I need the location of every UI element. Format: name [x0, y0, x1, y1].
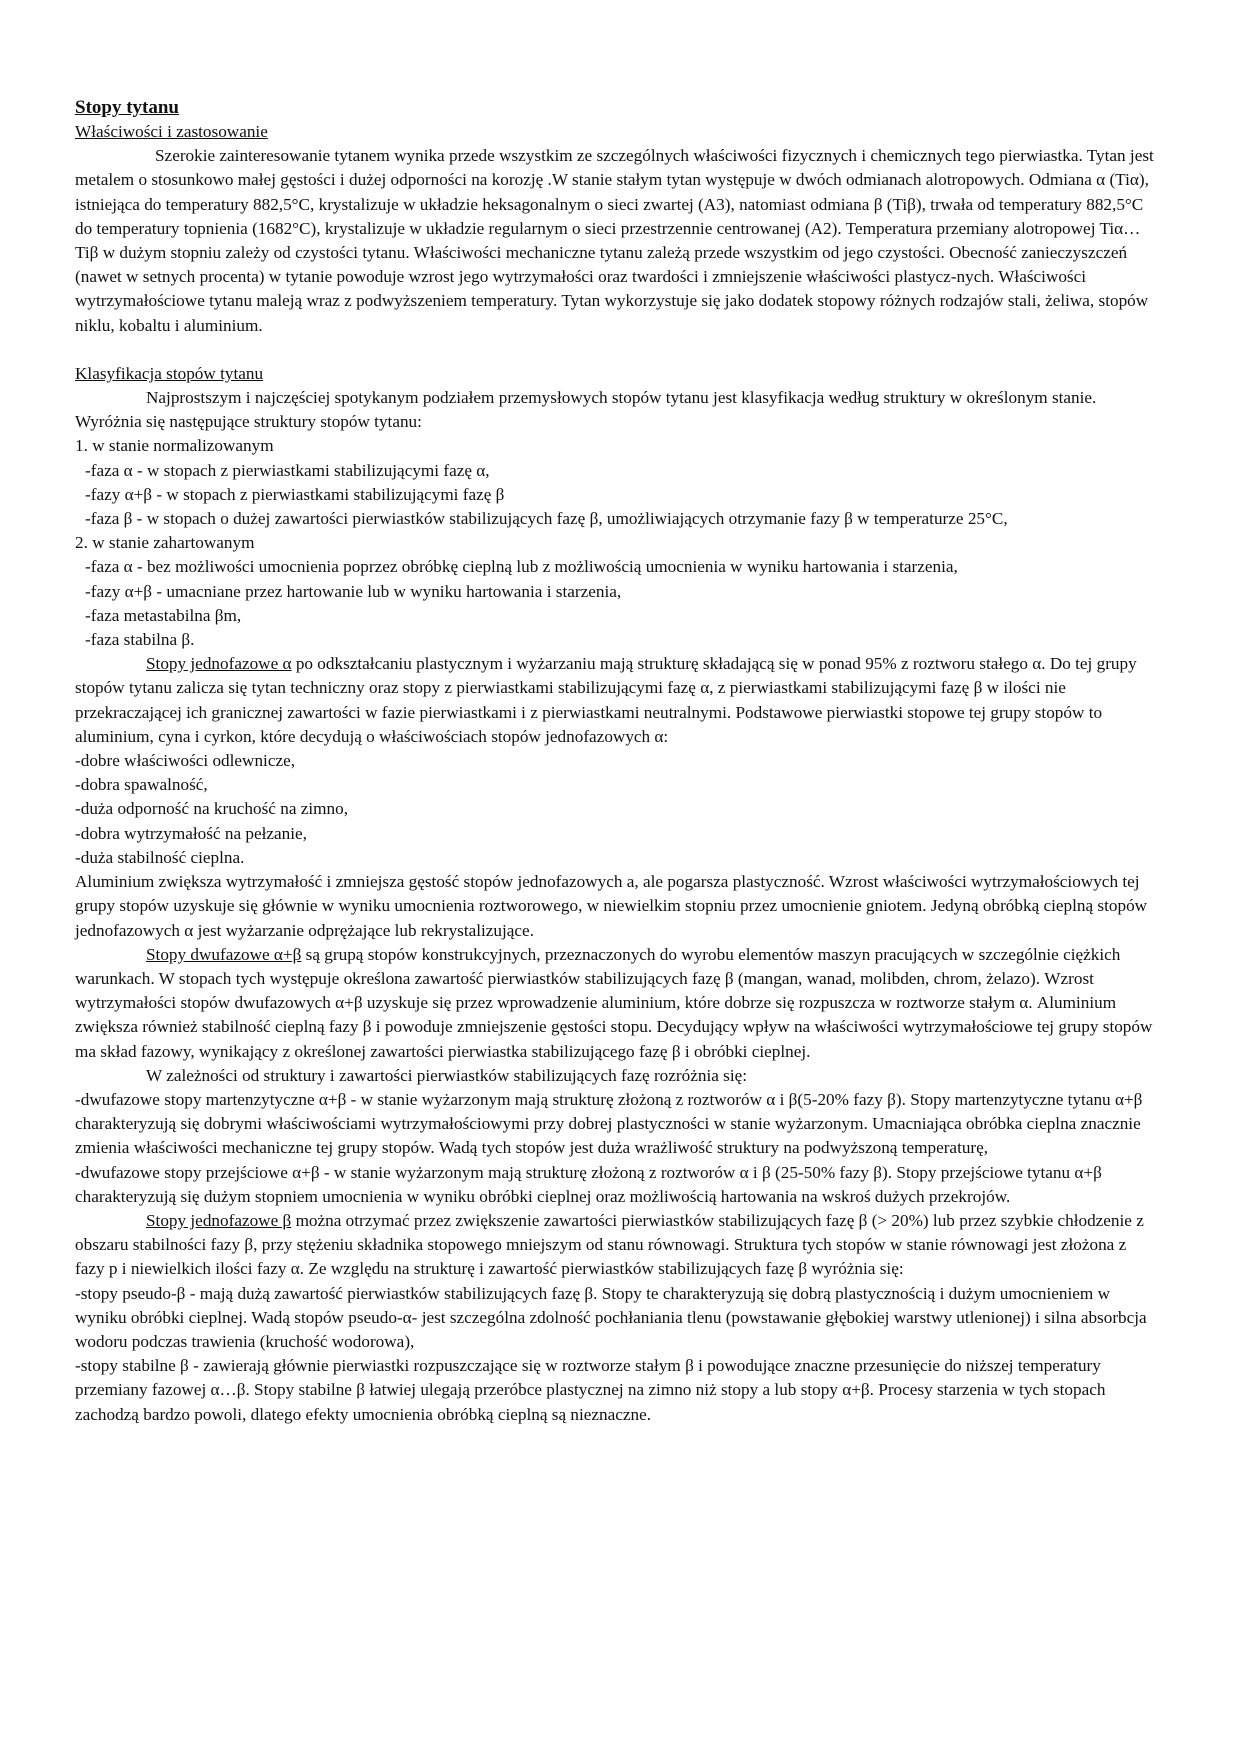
list-item: -stopy pseudo-β - mają dużą zawartość pierwiastków stabilizujących fazę β. Stopy te charakteryzują się dobrą plastycznością i dużym umocnieniem w wyniku obróbki cieplnej. Wadą stopów pseudo-α- jest szczególna zdolność pochłaniania tlenu (powstawanie głębokiej warstwy utlenionej) i silna absorbcja wodoru podczas trawienia (kruchość wodorowa), — [75, 1283, 1147, 1351]
beta-alloys-lead: Stopy jednofazowe β — [146, 1210, 292, 1230]
paragraph-distinction: W zależności od struktury i zawartości pierwiastków stabilizujących fazę rozróżnia się: — [146, 1065, 748, 1085]
spacer — [75, 338, 1155, 362]
alpha-beta-alloys-text: są grupą stopów konstrukcyjnych, przeznaczonych do wyrobu elementów maszyn pracujących w szczególnie ciężkich warunkach. W stopach tych występuje określona zawartość pierwiastków stabilizujących fazę β (mangan, wanad, molibden, chrom, żelazo). Wzrost wytrzymałości stopów dwufazowych α+β uzyskuje się przez wprowadzenie aluminium, które dobrze się rozpuszcza w roztworze stałym α. Aluminium zwiększa również stabilność cieplną fazy β i powoduje zmniejszenie gęstości stopu. Decydujący wpływ na właściwości wytrzymałościowe tej grupy stopów ma skład fazowy, wynikający z określonej zawartości pierwiastka stabilizującego fazę β i obróbki cieplnej. — [75, 944, 1153, 1061]
paragraph-properties: Szerokie zainteresowanie tytanem wynika przede wszystkim ze szczególnych właściwości fizycznych i chemicznych tego pierwiastka. Tytan jest metalem o stosunkowo małej gęstości i dużej odporności na korozję .W stanie stałym tytan występuje w dwóch odmianach alotropowych. Odmiana α (Tiα), istniejąca do temperatury 882,5°C, krystalizuje w układzie heksagonalnym o sieci zwartej (A3), natomiast odmiana β (Tiβ), trwała od temperatury 882,5°C do temperatury topnienia (1682°C), krystalizuje w układzie regularnym o sieci przestrzennie centrowanej (A2). Temperatura przemiany alotropowej Tiα…Tiβ w dużym stopniu zależy od czystości tytanu. Właściwości mechaniczne tytanu zależą przede wszystkim od jego czystości. Obecność zanieczyszczeń (nawet w setnych procenta) w tytanie powoduje wzrost jego wytrzymałości oraz twardości i zmniejszenie właściwości plastycz-nych. Właściwości wytrzymałościowe tytanu maleją wraz z podwyższeniem temperatury. Tytan wykorzystuje się jako dodatek stopowy różnych rodzajów stali, żeliwa, stopów niklu, kobaltu i aluminium. — [75, 146, 1154, 335]
list-item: -faza metastabilna βm, — [85, 605, 242, 625]
list-item: -dobra spawalność, — [75, 775, 208, 795]
paragraph-beta-alloys — [75, 1209, 1155, 1282]
paragraph-alpha-beta-alloys — [75, 943, 1155, 1064]
list-item: -fazy α+β - umacniane przez hartowanie lub w wyniku hartowania i starzenia, — [85, 581, 622, 601]
list-item: -faza β - w stopach o dużej zawartości pierwiastków stabilizujących fazę β, umożliwiających otrzymanie fazy β w temperaturze 25°C, — [85, 509, 1008, 529]
alpha-beta-alloys-lead: Stopy dwufazowe α+β — [146, 944, 302, 964]
list-item: -duża odporność na kruchość na zimno, — [75, 799, 349, 819]
paragraph-alpha-alloys — [75, 652, 1155, 749]
beta-alloys-text: można otrzymać przez zwiększenie zawartości pierwiastków stabilizujących fazę β (> 20%) lub przez szybkie chłodzenie z obszaru stabilności fazy β, przy stężeniu składnika stopowego mniejszym od stanu równowagi. Struktura tych stopów w stanie równowagi jest złożona z fazy p i niewielkich ilości fazy α. Ze względu na strukturę i zawartość pierwiastków stabilizujących fazę β wyróżnia się: — [75, 1210, 1144, 1279]
list-item: -faza α - w stopach z pierwiastkami stabilizującymi fazę α, — [85, 460, 490, 480]
list-item: -dwufazowe stopy przejściowe α+β - w stanie wyżarzonym mają strukturę złożoną z roztworów α i β (25-50% fazy β). Stopy przejściowe tytanu α+β charakteryzują się dużym stopniem umocnienia w wyniku obróbki cieplnej oraz możliwością hartowania na wskroś dużych przekrojów. — [75, 1162, 1102, 1206]
paragraph-aluminium: Aluminium zwiększa wytrzymałość i zmniejsza gęstość stopów jednofazowych a, ale pogarsza plastyczność. Wzrost właściwości wytrzymałościowych tej grupy stopów uzyskuje się głównie w wyniku umocnienia roztworowego, w niewielkim stopniu przez umocnienie gniotem. Jedyną obróbką cieplną stopów jednofazowych α jest wyżarzanie odprężające lub rekrystalizujące. — [75, 872, 1148, 940]
paragraph-classification-intro: Najprostszym i najczęściej spotykanym podziałem przemysłowych stopów tytanu jest klasyfikacja według struktury w określonym stanie. Wyróżnia się następujące struktury stopów tytanu: — [75, 388, 1097, 432]
list-item: -stopy stabilne β - zawierają głównie pierwiastki rozpuszczające się w roztworze stałym β i powodujące znaczne przesunięcie do niższej temperatury przemiany fazowej α…β. Stopy stabilne β łatwiej ulegają przeróbce plastycznej na zimno niż stopy a lub stopy α+β. Procesy starzenia w tych stopach zachodzą bardzo powoli, dlatego efekty umocnienia obróbką cieplną są nieznaczne. — [75, 1356, 1106, 1424]
list-item: -dobra wytrzymałość na pełzanie, — [75, 823, 307, 843]
alpha-alloys-text: po odkształcaniu plastycznym i wyżarzaniu mają strukturę składającą się w ponad 95% z roztworu stałego α. Do tej grupy stopów tytanu zalicza się tytan techniczny oraz stopy z pierwiastkami stabilizującymi fazę α, z pierwiastkami stabilizującymi fazę β w ilości nie przekraczającej ich granicznej zawartości w fazie pierwiastkami i z pierwiastkami neutralnymi. Podstawowe pierwiastki stopowe tej grupy stopów to aluminium, cyna i cyrkon, które decydują o właściwościach stopów jednofazowych α: — [75, 654, 1137, 746]
list-item: -faza stabilna β. — [85, 630, 195, 650]
list-item: -faza α - bez możliwości umocnienia poprzez obróbkę cieplną lub z możliwością umocnienia w wyniku hartowania i starzenia, — [85, 557, 958, 577]
list-item: -dwufazowe stopy martenzytyczne α+β - w stanie wyżarzonym mają strukturę złożoną z roztworów α i β(5-20% fazy β). Stopy martenzytyczne tytanu α+β charakteryzują się dobrymi właściwościami wytrzymałościowymi przy dobrej plastyczności w stanie wyżarzonym. Umacniająca obróbka cieplna znacznie zmienia właściwości mechaniczne tej grupy stopów. Wadą tych stopów jest duża wrażliwość struktury na podwyższoną temperaturę, — [75, 1089, 1143, 1158]
section-heading-properties: Właściwości i zastosowanie — [75, 122, 268, 141]
list-group-normalized: 1. w stanie normalizowanym — [75, 436, 274, 456]
list-group-hardened: 2. w stanie zahartowanym — [75, 533, 255, 553]
alpha-alloys-lead: Stopy jednofazowe α — [146, 654, 292, 674]
list-item: -duża stabilność cieplna. — [75, 847, 245, 867]
list-item: -dobre właściwości odlewnicze, — [75, 751, 296, 771]
section-heading-classification: Klasyfikacja stopów tytanu — [75, 363, 264, 383]
document-page — [75, 96, 1155, 1427]
list-item: -fazy α+β - w stopach z pierwiastkami stabilizującymi fazę β — [85, 484, 505, 504]
document-title: Stopy tytanu — [75, 97, 179, 118]
